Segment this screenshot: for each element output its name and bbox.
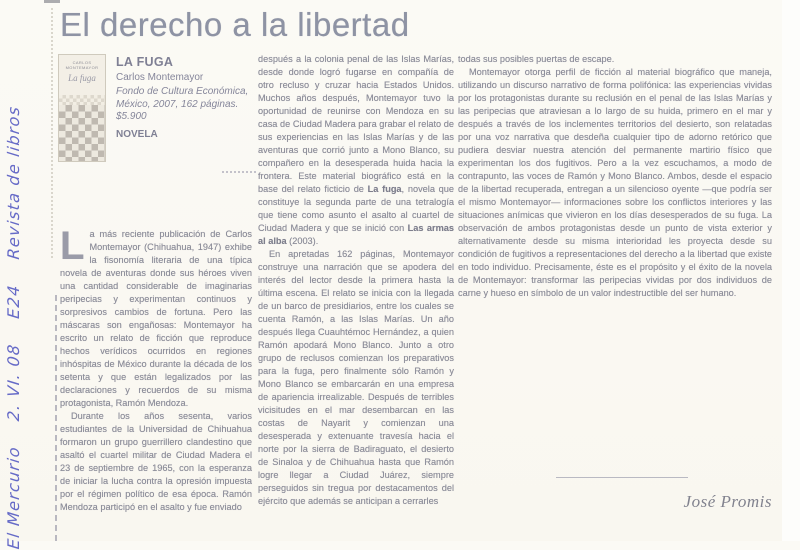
clipping-perforation-dark <box>55 295 57 541</box>
book-author: Carlos Montemayor <box>116 72 204 83</box>
paragraph <box>458 53 772 66</box>
drop-cap: L <box>60 224 85 268</box>
gutter-dotted-line <box>222 171 256 173</box>
paragraph-text: (2003). <box>286 236 319 246</box>
paragraph-text: después a la colonia penal de las Islas Marías, desde donde logró fugarse en compañía de otro recluso y cruzar hacia Estados Unidos. Muchos años después, Montemayor tuvo la oportunidad de reunirse con Mendoza en su casa de Ciudad Madera para grabar el relato de sus experiencias en las Islas Marías y de las aventuras que corrió junto a Mono Blanco, su compañero en la desesperada huida hacia la frontera. Este material biográfico está en la base del relato ficticio de <box>258 54 454 194</box>
book-cover-title: La fuga <box>68 73 96 83</box>
signature-rule <box>556 477 688 478</box>
book-info-block <box>116 55 256 140</box>
paragraph-text: En apretadas 162 páginas, Montemayor construye una narración que se apodera del interés del lector desde la primera hasta la última escena. El relato se inicia con la llegada de un barco de presidiarios, entre los cuales se cuenta Ramón, a las Islas Marías. Un año después llega Cuauhtémoc Hernández, a quien Ramón apodará Mono Blanco. Junto a otro grupo de reclusos comienzan los preparativos para la fuga, pero finalmente sólo Ramón y Mono Blanco se embarcarán en una empresa de apariencia irrealizable. Después de terribles vicisitudes en el mar desembarcan en las costas de Nayarit y comienzan una desesperada y extenuante travesía hacia el norte por la sierra de Badiraguato, el desierto de Sinaloa y de Chihuahua hasta que Ramón logre llegar a Ciudad Juárez, siempre perseguidos sin tregua por destacamentos del ejército que además se anticipan a cerrarles <box>258 249 454 506</box>
book-cover-checkerboard <box>59 105 106 161</box>
handwritten-margin-note: El Mercurio 2. VI. 08 E24 Revista de libros <box>4 104 23 550</box>
book-title-inline: Las armas al alba <box>258 223 454 246</box>
article-column-2 <box>258 53 454 508</box>
book-price: $5.900 <box>116 111 147 122</box>
scan-mark <box>44 0 60 3</box>
book-cover-author: CARLOS MONTEMAYOR <box>65 60 99 70</box>
book-title-inline: La fuga <box>367 184 402 194</box>
book-genre: NOVELA <box>116 128 158 140</box>
book-title: LA FUGA <box>116 55 174 69</box>
paragraph <box>458 66 772 300</box>
article-headline: El derecho a la libertad <box>60 6 410 43</box>
book-cover-thumbnail <box>58 54 106 162</box>
paragraph-text: Durante los años sesenta, varios estudiantes de la Universidad de Chihuahua formaron un grupo guerrillero clandestino que asaltó el cuartel militar de Ciudad Madera el 23 de septiembre de 1965, con la esperanza de iniciar la lucha contra la opresión impuesta por el régimen político de esa época. Ramón Mendoza participó en el asalto y fue enviado <box>60 411 252 512</box>
paragraph <box>60 224 252 410</box>
clipping-perforation-light <box>51 8 53 258</box>
book-edition: México, 2007, 162 páginas. <box>116 98 239 110</box>
paragraph-text: todas sus posibles puertas de escape. <box>458 54 615 64</box>
paragraph <box>60 410 252 514</box>
reviewer-byline: José Promis <box>683 492 772 511</box>
paragraph-text: , novela que constituye la segunda parte de una tetralogía que tiene como asunto el asalto al cuartel de Ciudad Madera y que se inició con <box>258 184 455 233</box>
article-column-3 <box>458 53 772 300</box>
paragraph-text: Montemayor otorga perfil de ficción al material biográfico que maneja, utilizando un discurso narrativo de forma polifónica: las experiencias vividas por los protagonistas durante su reclusión en el penal de las Islas Marías y las peripecias que atraviesan a lo largo de su huida, primero en el mar y después a través de los inclementes territorios del desierto, son relatadas por una voz narrativa que desdeña cualquier tipo de adorno retórico que pudiera desviar nuestra atención del permanente martirio físico que experimentan los dos fugitivos. Pero a la vez escuchamos, a modo de contrapunto, las voces de Ramón y Mono Blanco. Ambos, desde el espacio de la libertad recuperada, entregan a un silencioso oyente —que podría ser el mismo Montemayor— informaciones sobre los conflictos interiores y las situaciones anímicas que vivieron en los días desesperados de su fuga. La observación de ambos protagonistas desde un punto de vista exterior y alternativamente desde su misma interioridad les proyecta desde su condición de fugitivos a representaciones del derecho a la libertad que existe en todo individuo. Precisamente, éste es el propósito y el éxito de la novela de Montemayor: transformar las peripecias vividas por dos individuos de carne y hueso en símbolo de un valor indestructible del ser humano. <box>458 67 772 298</box>
book-publisher: Fondo de Cultura Económica, <box>116 86 249 97</box>
paragraph-text: a más reciente publicación de Carlos Montemayor (Chihuahua, 1947) exhibe la fisonomía literaria de una típica novela de aventuras donde sus héroes viven una cantidad considerable de imaginarias peripecias y experimentan continuos y sorpresivos cambios de fortuna. Pero las máscaras son engañosas: Montemayor ha escrito un relato de ficción que reproduce hechos verídicos ocurridos en regiones inhóspitas de México durante la década de los setenta y que están legalizados por las declaraciones y recuerdos de su misma protagonista, Ramón Mendoza. <box>60 229 252 408</box>
book-cover-pattern <box>59 95 106 105</box>
article-column-1 <box>60 224 252 514</box>
scan-white-edge <box>782 0 800 541</box>
paragraph <box>258 53 454 248</box>
paragraph <box>258 248 454 508</box>
